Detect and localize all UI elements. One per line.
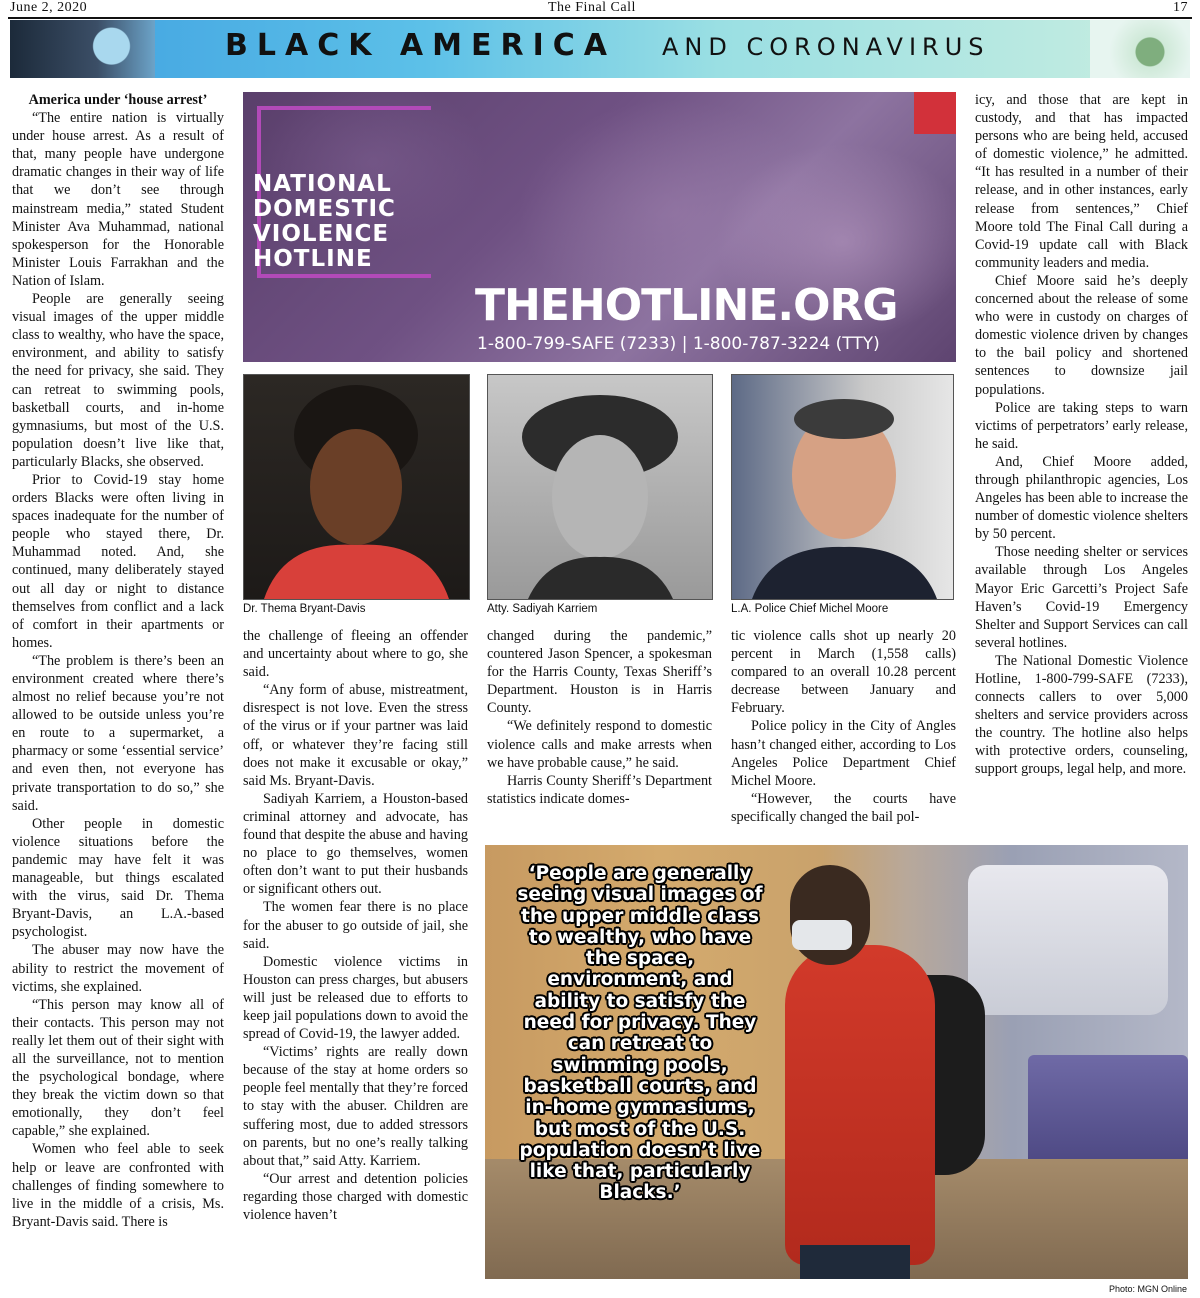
article-column-1 (12, 91, 224, 1231)
person-legs (800, 1245, 910, 1279)
paragraph: The abuser may now have the ability to restrict the movement of victims, she explained. (12, 942, 224, 995)
article-column-5 (975, 91, 1188, 779)
hotline-advertisement (243, 92, 956, 362)
paragraph: Police policy in the City of Angles hasn’t changed either, according to Los Angeles Police Department Chief Michel Moore. (731, 718, 956, 789)
section-banner (10, 20, 1190, 78)
issue-date: June 2, 2020 (10, 0, 88, 15)
paragraph: And, Chief Moore added, through philanthropic agencies, Los Angeles has been able to increase the number of domestic violence shelters by 50 percent. (975, 453, 1188, 543)
paragraph: “The entire nation is virtually under house arrest. As a result of that, many people have undergone dramatic changes in their way of life that we don’t see through mainstream media,” stated Student Minister Ava Muhammad, national spokesperson for the Honorable Minister Louis Farrakhan and the Nation of Islam. (12, 110, 224, 289)
article-column-4 (731, 627, 956, 826)
paragraph: “This person may know all of their contacts. This person may not really let them out of their sight with all the surveillance, not to mention the psychological bondage, where they break the victim down so that emotionally, they don’t feel capable,” she explained. (12, 996, 224, 1140)
paragraph: “Victims’ rights are really down because of the stay at home orders so people feel mentally that they’re forced to stay with the abuser. Children are suffering most, due to added stressors on parents, but no one’s really talking about that,” said Atty. Karriem. (243, 1044, 468, 1169)
red-jacket (785, 945, 935, 1265)
face-mask (792, 920, 852, 950)
paragraph: “Any form of abuse, mistreatment, disrespect is not love. Even the stress of the virus or if your partner was laid off, or whatever they’re facing still does not make it excusable or okay,” said Ms. Bryant-Davis. (243, 682, 468, 789)
article-column-2 (243, 627, 468, 1224)
paragraph: Women who feel able to seek help or leave are confronted with challenges of finding somewhere to live in the middle of a crisis, Ms. Bryant-Davis said. There is (12, 1141, 224, 1230)
photo-credit: Photo: MGN Online (1108, 1284, 1187, 1294)
photo-thema-bryant-davis (243, 374, 470, 600)
pull-quote: ‘People are generally seeing visual images of the upper middle class to wealthy, who have the space, environment, and ability to satisfy the need for privacy. They can retreat to swimming pools, basketball courts, and in-home gymnasiums, but most of the U.S. population doesn’t live like that, particularly Blacks.’ (517, 863, 763, 1204)
paragraph: “The problem is there’s been an environment created where there’s almost no relief because you’re not allowed to be outside unless you’re en route to a supermarket, a pharmacy or some ‘essential service’ and even then, not everyone has private transportation to do so,” she said. (12, 652, 224, 814)
paragraph: icy, and those that are kept in custody, and that has impacted persons who are being held, accused of domestic violence,” he admitted. “It has resulted in a number of their release, and in other instances, early release from sentences,” Chief Moore told The Final Call during a Covid-19 update call with Black community leaders and media. (975, 92, 1188, 271)
paragraph: tic violence calls shot up nearly 20 percent in March (1,558 calls) compared to an overall 10.28 percent decrease between January and February. (731, 628, 956, 717)
banner-subtitle: AND CORONAVIRUS (662, 33, 990, 61)
paragraph: Domestic violence victims in Houston can press charges, but abusers will just be released due to efforts to keep jail populations down to avoid the spread of Covid-19, the lawyer added. (243, 953, 468, 1043)
paragraph: Chief Moore said he’s deeply concerned about the release of some who were in custody on charges of domestic violence driven by changes to the bail policy and shortened sentences to downsize jail populations. (975, 272, 1188, 398)
train-seat (1028, 1055, 1188, 1165)
header-rule (8, 17, 1192, 19)
ad-org-line: HOTLINE (253, 246, 373, 272)
train-window (968, 865, 1168, 1015)
person-head (790, 865, 870, 965)
ad-org-line: NATIONAL (253, 171, 392, 197)
paragraph: the challenge of fleeing an offender and uncertainty about where to go, she said. (243, 628, 468, 681)
paragraph: “We definitely respond to domestic violence calls and make arrests when we have probable cause,” he said. (487, 718, 712, 771)
banner-virus-image (1090, 20, 1190, 78)
ad-phone-numbers: 1-800-799-SAFE (7233) | 1-800-787-3224 (TTY) (477, 334, 880, 354)
paragraph: Sadiyah Karriem, a Houston-based criminal attorney and advocate, has found that despite the abuse and having no place to go themselves, women often don’t want to put their husbands or significant others out. (243, 790, 468, 898)
photo-michel-moore (731, 374, 954, 600)
ad-org-line: DOMESTIC (253, 196, 396, 222)
banner-title: BLACK AMERICA (225, 28, 616, 63)
ad-org-line: VIOLENCE (253, 221, 390, 247)
commuter-photo (485, 845, 1188, 1279)
photo-sadiyah-karriem (487, 374, 713, 600)
paragraph: Police are taking steps to warn victims of perpetrators’ early release, he said. (975, 399, 1188, 452)
portrait-illustration (732, 375, 953, 599)
ad-red-square (914, 92, 956, 134)
section-subhead: America under ‘house arrest’ (28, 92, 208, 108)
paragraph: “However, the courts have specifically changed the bail pol- (731, 790, 956, 825)
paragraph: The women fear there is no place for the abuser to go outside of jail, she said. (243, 899, 468, 952)
paragraph: The National Domestic Violence Hotline, 1-800-799-SAFE (7233), connects callers to over 5,000 shelters and service providers across the country. The hotline also helps with protective orders, counseling, support groups, legal help, and more. (975, 652, 1188, 778)
paragraph: People are generally seeing visual images of the upper middle class to wealthy, who have the space, environment, and ability to satisfy the need for privacy, she said. They can retreat to swimming pools, basketball courts, and in-home gymnasiums, but most of the U.S. population doesn’t live like that, particularly Blacks, she observed. (12, 291, 224, 470)
page-number: 17 (1173, 0, 1188, 15)
paragraph: changed during the pandemic,” countered Jason Spencer, a spokesman for the Harris County, Texas Sheriff’s Department. Houston is in Harris County. (487, 628, 712, 717)
paragraph: Prior to Covid-19 stay home orders Blacks were often living in spaces inadequate for the number of people who stayed there, Dr. Muhammad noted. And, she continued, many deliberately stayed out all day or night to distance themselves from conflict and a lack of comfort in their apartments or homes. (12, 471, 224, 651)
ad-url: THEHOTLINE.ORG (475, 280, 898, 331)
publication-name: The Final Call (548, 0, 636, 15)
paragraph: “Our arrest and detention policies regarding those charged with domestic violence haven’t (243, 1170, 468, 1223)
ad-organization-name (253, 172, 396, 272)
article-column-3 (487, 627, 712, 808)
paragraph: Other people in domestic violence situations before the pandemic may have felt it was manageable, but things escalated with the virus, said Dr. Thema Bryant-Davis, an L.A.-based psychologist. (12, 815, 224, 941)
paragraph: Those needing shelter or services available through Los Angeles Mayor Eric Garcetti’s Project Safe Haven’s Covid-19 Emergency Shelter and Support Services can call several hotlines. (975, 544, 1188, 651)
portrait-illustration (244, 375, 469, 599)
photo-caption: Atty. Sadiyah Karriem (487, 603, 598, 615)
paragraph: Harris County Sheriff’s Department statistics indicate domes- (487, 772, 712, 807)
banner-masked-person-image (10, 20, 155, 78)
photo-caption: Dr. Thema Bryant-Davis (243, 603, 366, 615)
portrait-illustration (488, 375, 712, 599)
photo-caption: L.A. Police Chief Michel Moore (731, 603, 889, 615)
